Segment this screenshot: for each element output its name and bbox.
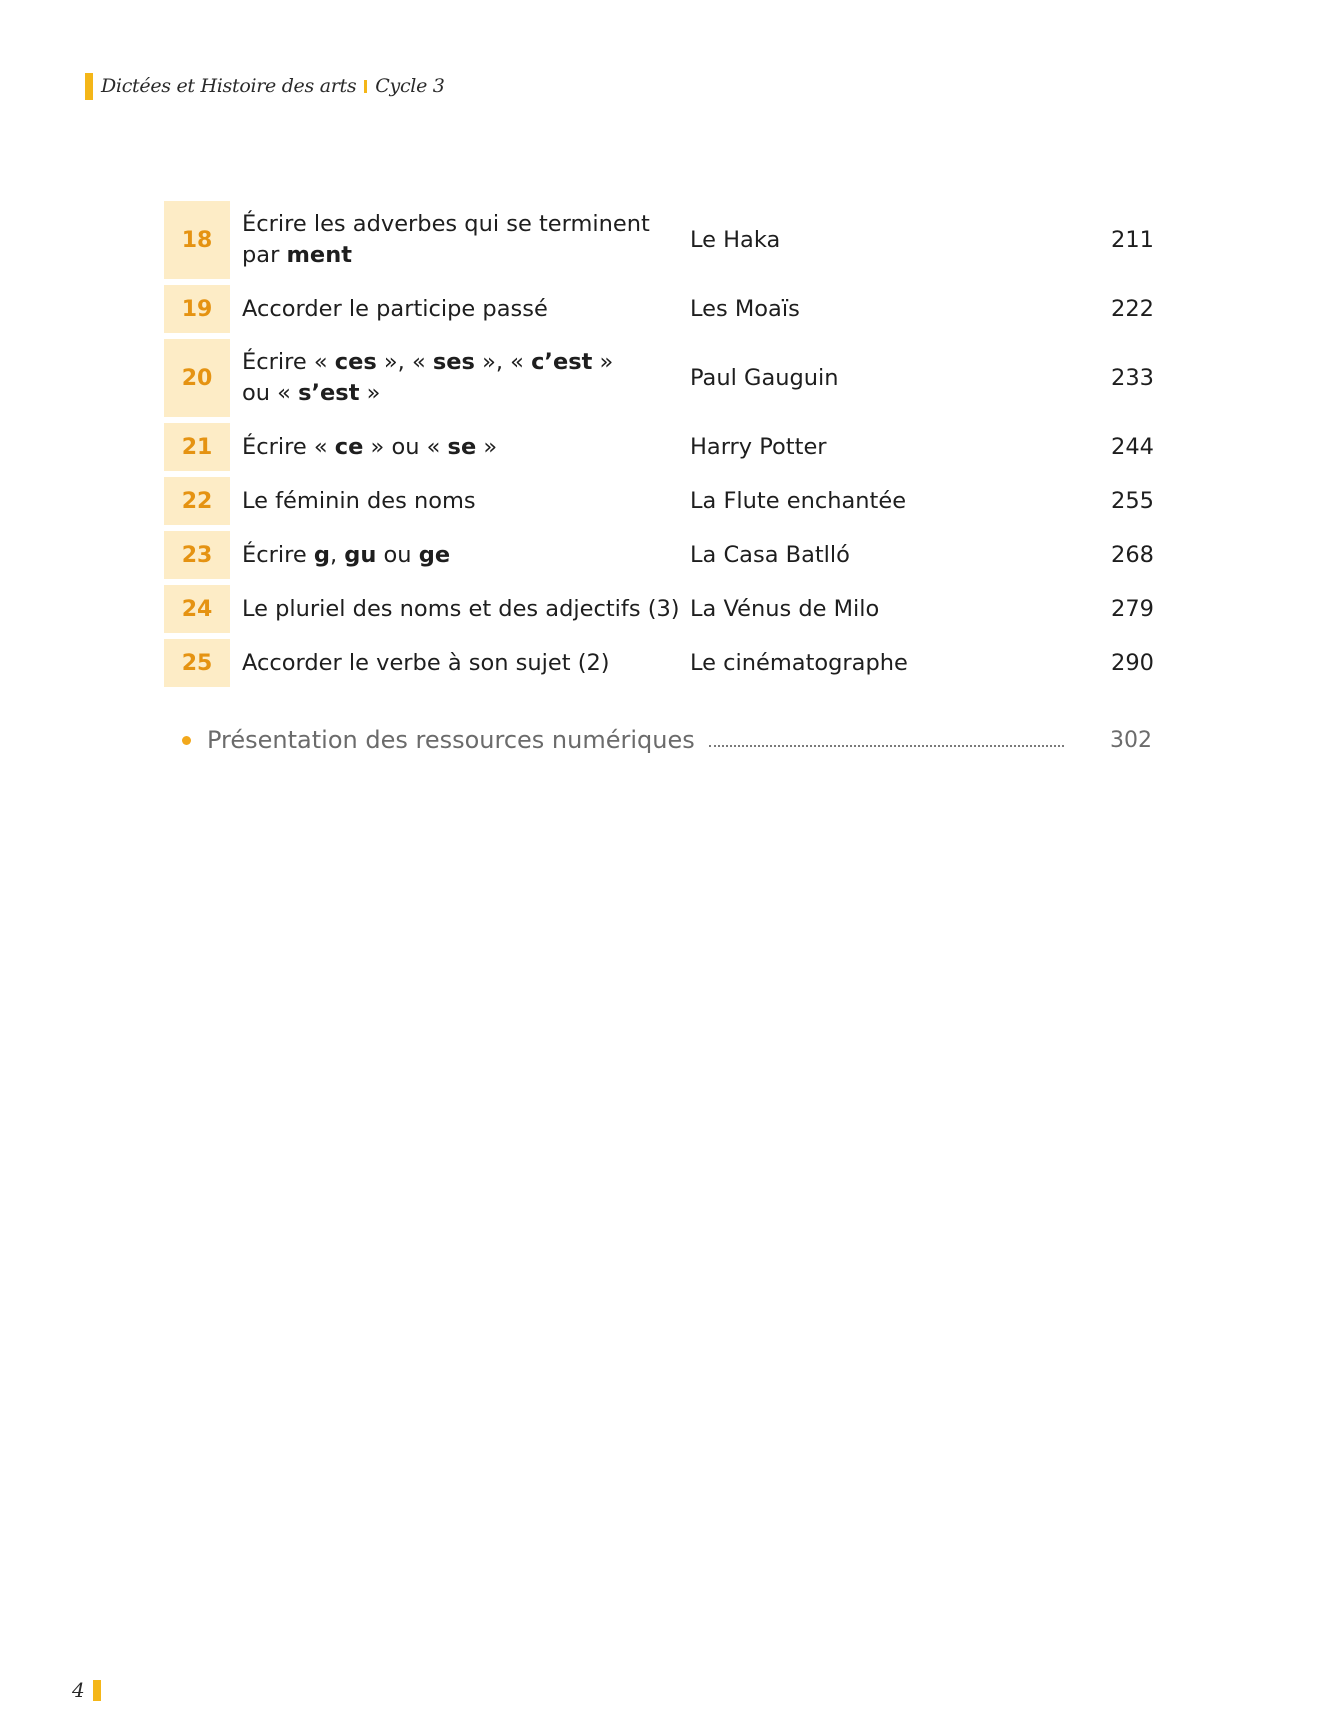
page-folio [72,1678,101,1702]
artwork-title: Le cinématographe [690,650,908,676]
chapter-number: 24 [164,585,230,633]
artwork-title: Harry Potter [690,434,827,460]
leader-dots [709,745,1064,747]
page-ref: 244 [1111,434,1154,460]
toc-row[interactable] [164,585,1154,633]
chapter-title: Accorder le verbe à son sujet (2) [242,649,610,676]
resources-label: Présentation des ressources numériques [207,726,695,754]
page-ref: 279 [1111,596,1154,622]
chapter-title: Le pluriel des noms et des adjectifs (3) [242,595,680,622]
chapter-title: Écrire g, gu ou ge [242,541,451,568]
folio-accent-bar [93,1680,101,1701]
toc-row[interactable] [164,477,1154,525]
chapter-number: 20 [164,339,230,417]
header-accent-bar [85,73,93,100]
chapter-title: Le féminin des noms [242,487,476,514]
chapter-title: Écrire les adverbes qui se terminent par ment [242,211,650,268]
chapter-number: 22 [164,477,230,525]
toc-row[interactable] [164,201,1154,279]
chapter-number: 25 [164,639,230,687]
page-ref: 255 [1111,488,1154,514]
resources-page: 302 [1110,727,1152,753]
page-number: 4 [72,1678,85,1702]
chapter-title: Écrire « ce » ou « se » [242,433,498,460]
chapter-number: 18 [164,201,230,279]
running-header [85,72,445,100]
page-ref: 290 [1111,650,1154,676]
header-title: Dictées et Histoire des arts [101,75,357,97]
toc-row[interactable] [164,639,1154,687]
artwork-title: La Flute enchantée [690,488,907,514]
header-separator [364,80,367,93]
toc-row[interactable] [164,423,1154,471]
page-ref: 268 [1111,542,1154,568]
resources-entry[interactable] [182,726,1152,754]
page-ref: 233 [1111,365,1154,391]
artwork-title: La Casa Batlló [690,542,850,568]
artwork-title: Paul Gauguin [690,365,839,391]
table-of-contents [164,201,1154,693]
artwork-title: La Vénus de Milo [690,596,880,622]
chapter-number: 19 [164,285,230,333]
header-subtitle: Cycle 3 [375,75,445,97]
chapter-number: 23 [164,531,230,579]
toc-row[interactable] [164,531,1154,579]
chapter-title: Accorder le participe passé [242,295,548,322]
artwork-title: Les Moaïs [690,296,800,322]
chapter-number: 21 [164,423,230,471]
page-ref: 211 [1111,227,1154,253]
artwork-title: Le Haka [690,227,781,253]
bullet-icon [182,736,191,745]
toc-row[interactable] [164,285,1154,333]
page-ref: 222 [1111,296,1154,322]
toc-row[interactable] [164,339,1154,417]
chapter-title: Écrire « ces », « ses », « c’est » ou « s’est » [242,349,614,406]
